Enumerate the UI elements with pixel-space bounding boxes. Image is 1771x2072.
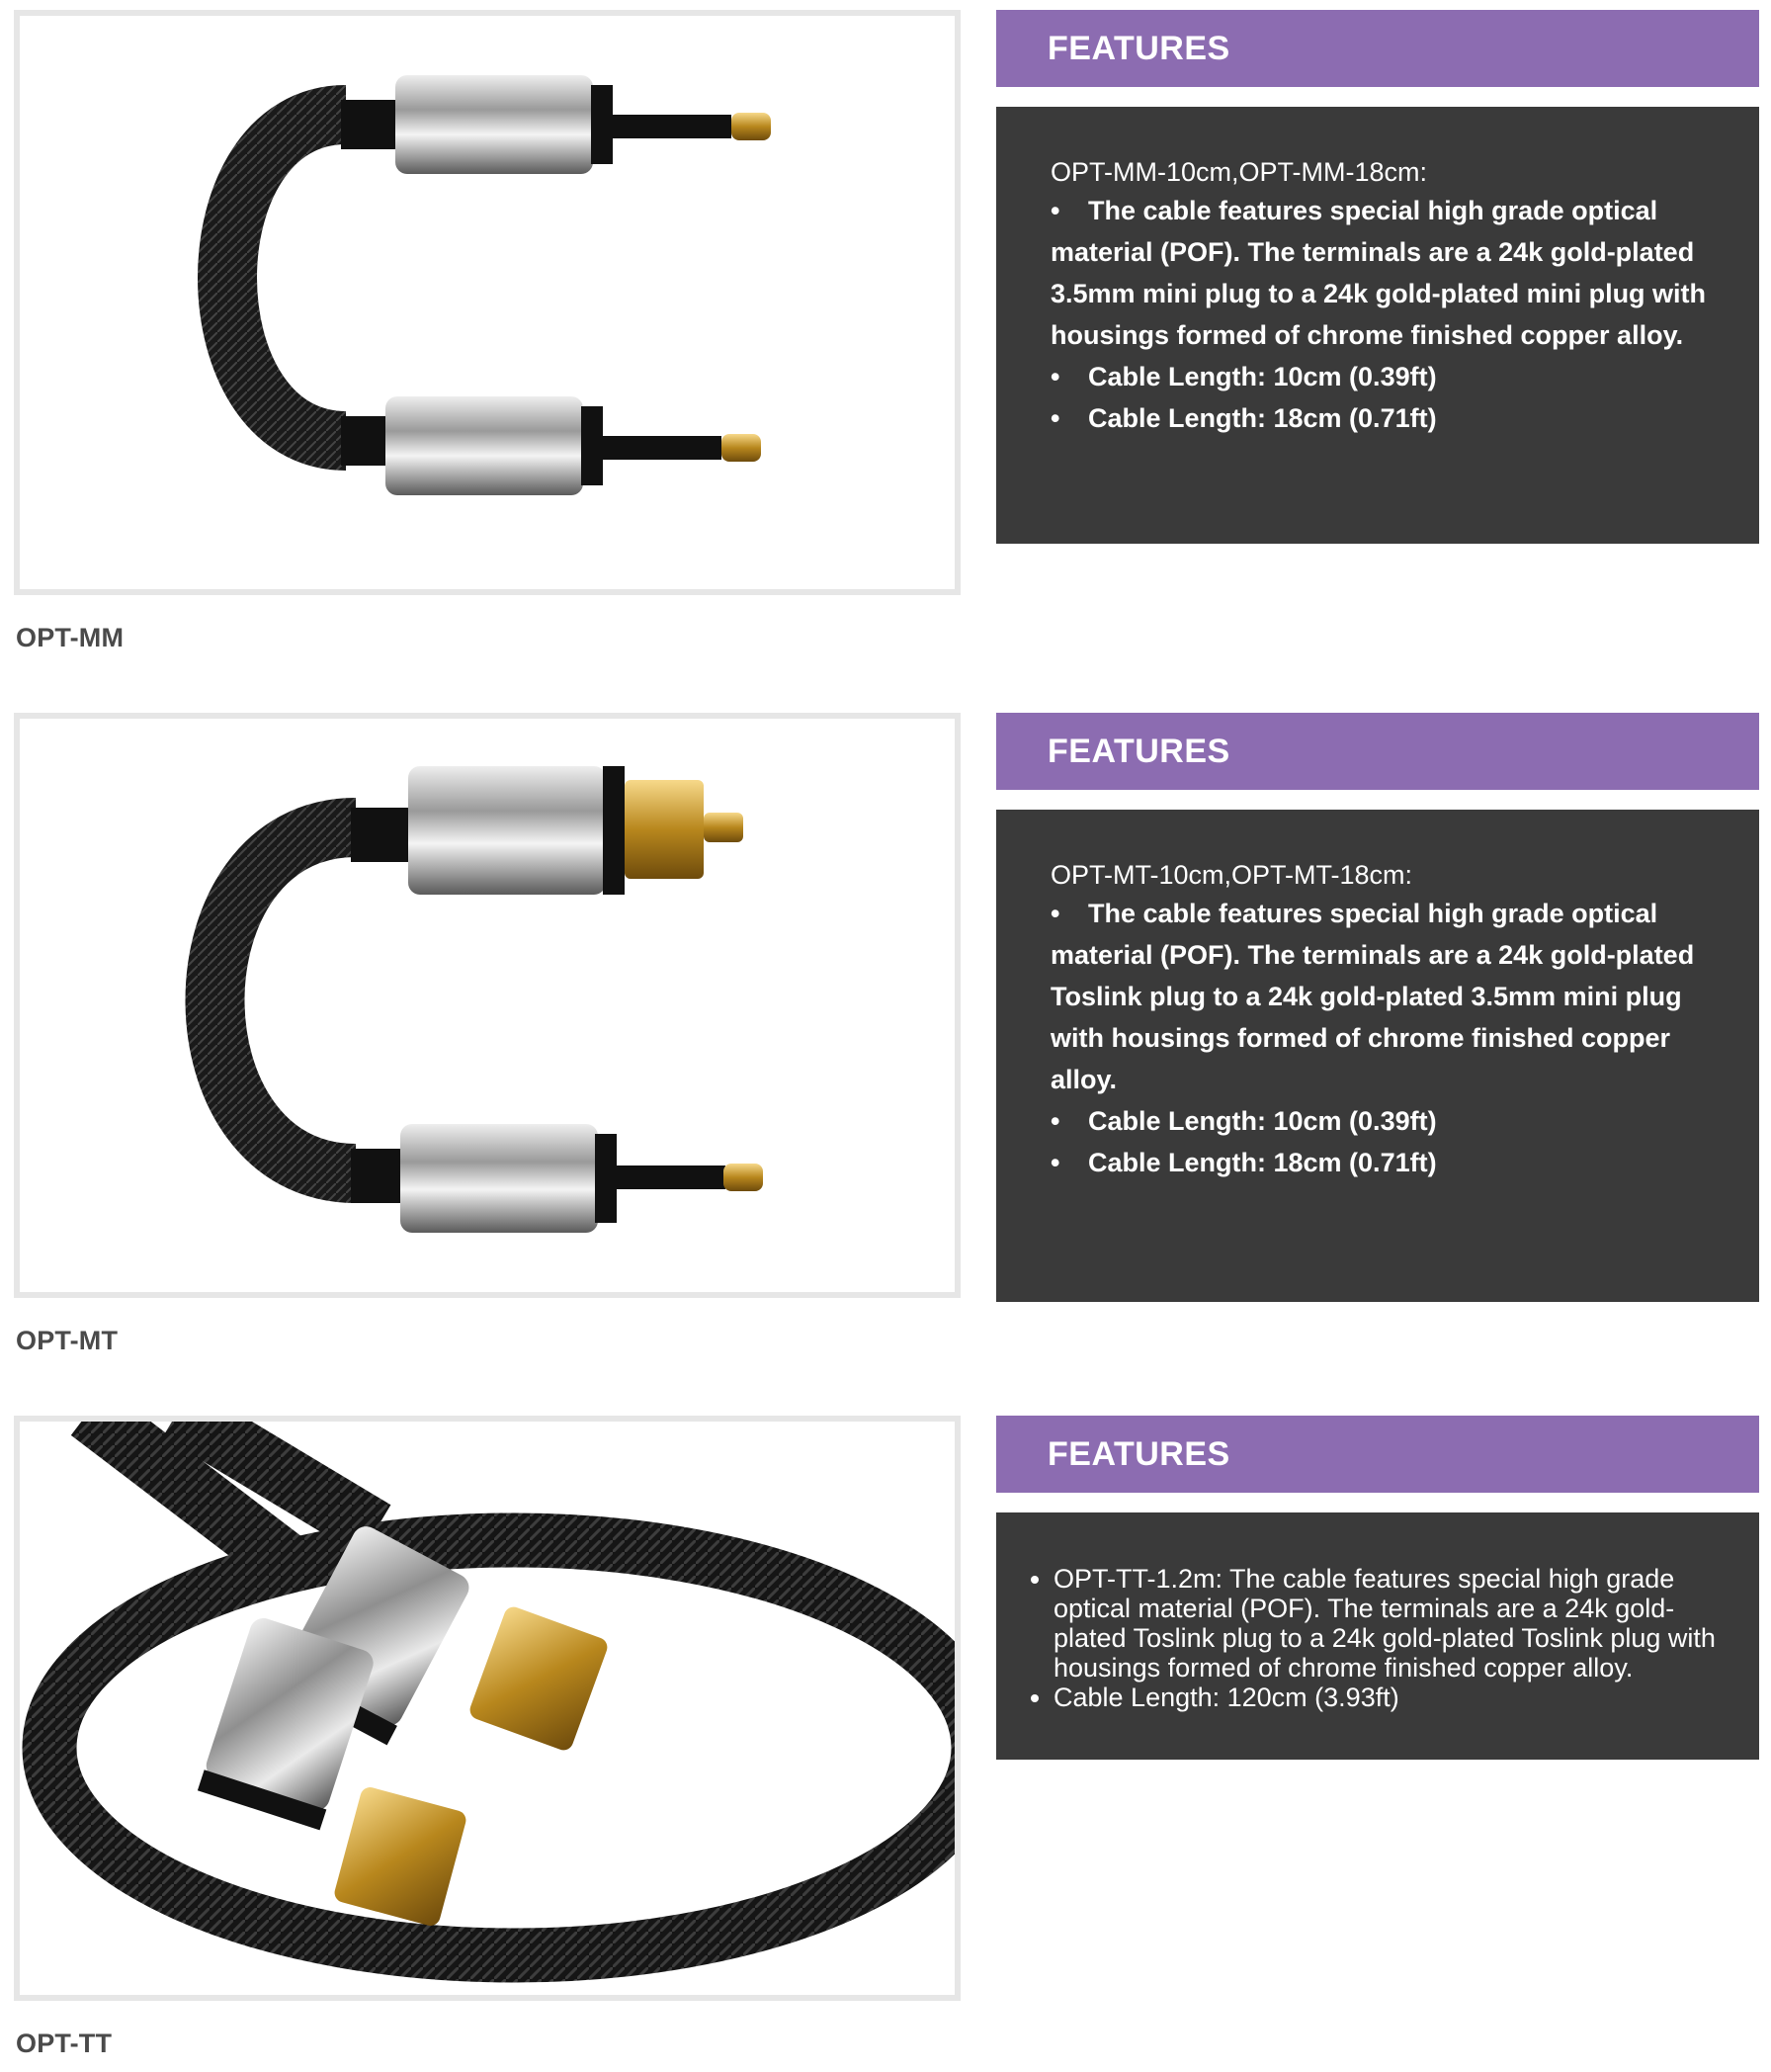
model-label: OPT-MM: [16, 623, 125, 652]
features-title: FEATURES: [1048, 1435, 1230, 1473]
list-item: • Cable Length: 18cm (0.71ft): [1051, 403, 1437, 433]
features-intro: OPT-MM-10cm,OPT-MM-18cm:: [1051, 157, 1428, 187]
list-item: • OPT-TT-1.2m: The cable features special high grade optical material (POF). The terminals are a 24k gold-plated Toslink plug to a 24k gold-plated Toslink plug with housings formed of chrome finished copper alloy.: [1054, 1564, 1729, 1683]
list-item: • Cable Length: 120cm (3.93ft): [1054, 1683, 1729, 1712]
model-label: OPT-TT: [16, 2029, 113, 2058]
features-header: [996, 1416, 1759, 1493]
cable-photo-tt: [20, 1422, 955, 1995]
features-list: [1028, 1564, 1729, 1712]
product-image-opt-mm[interactable]: [14, 10, 961, 595]
features-intro: OPT-MT-10cm,OPT-MT-18cm:: [1051, 860, 1413, 890]
list-item: • Cable Length: 10cm (0.39ft): [1051, 362, 1437, 391]
model-label: OPT-MT: [16, 1326, 119, 1355]
features-panel: [996, 810, 1759, 1302]
features-list: [1051, 893, 1735, 1183]
features-title: FEATURES: [1048, 733, 1230, 770]
list-item: • The cable features special high grade optical material (POF). The terminals are a 24k gold-plated Toslink plug to a 24k gold-plated 3.5mm mini plug with housings formed of chrome finished copper alloy.: [1051, 899, 1695, 1094]
list-item: • Cable Length: 10cm (0.39ft): [1051, 1106, 1437, 1136]
features-title: FEATURES: [1048, 30, 1230, 67]
features-list: [1051, 190, 1735, 439]
list-item: • The cable features special high grade optical material (POF). The terminals are a 24k gold-plated 3.5mm mini plug to a 24k gold-plated mini plug with housings formed of chrome finished copper alloy.: [1051, 196, 1707, 350]
list-item: • Cable Length: 18cm (0.71ft): [1051, 1148, 1437, 1177]
product-image-opt-mt[interactable]: [14, 713, 961, 1298]
features-header: [996, 10, 1759, 87]
features-panel: [996, 107, 1759, 544]
product-image-opt-tt[interactable]: [14, 1416, 961, 2001]
features-panel: [996, 1512, 1759, 1760]
cable-photo-mt: [20, 719, 955, 1292]
features-header: [996, 713, 1759, 790]
cable-photo-mm: [20, 16, 955, 589]
